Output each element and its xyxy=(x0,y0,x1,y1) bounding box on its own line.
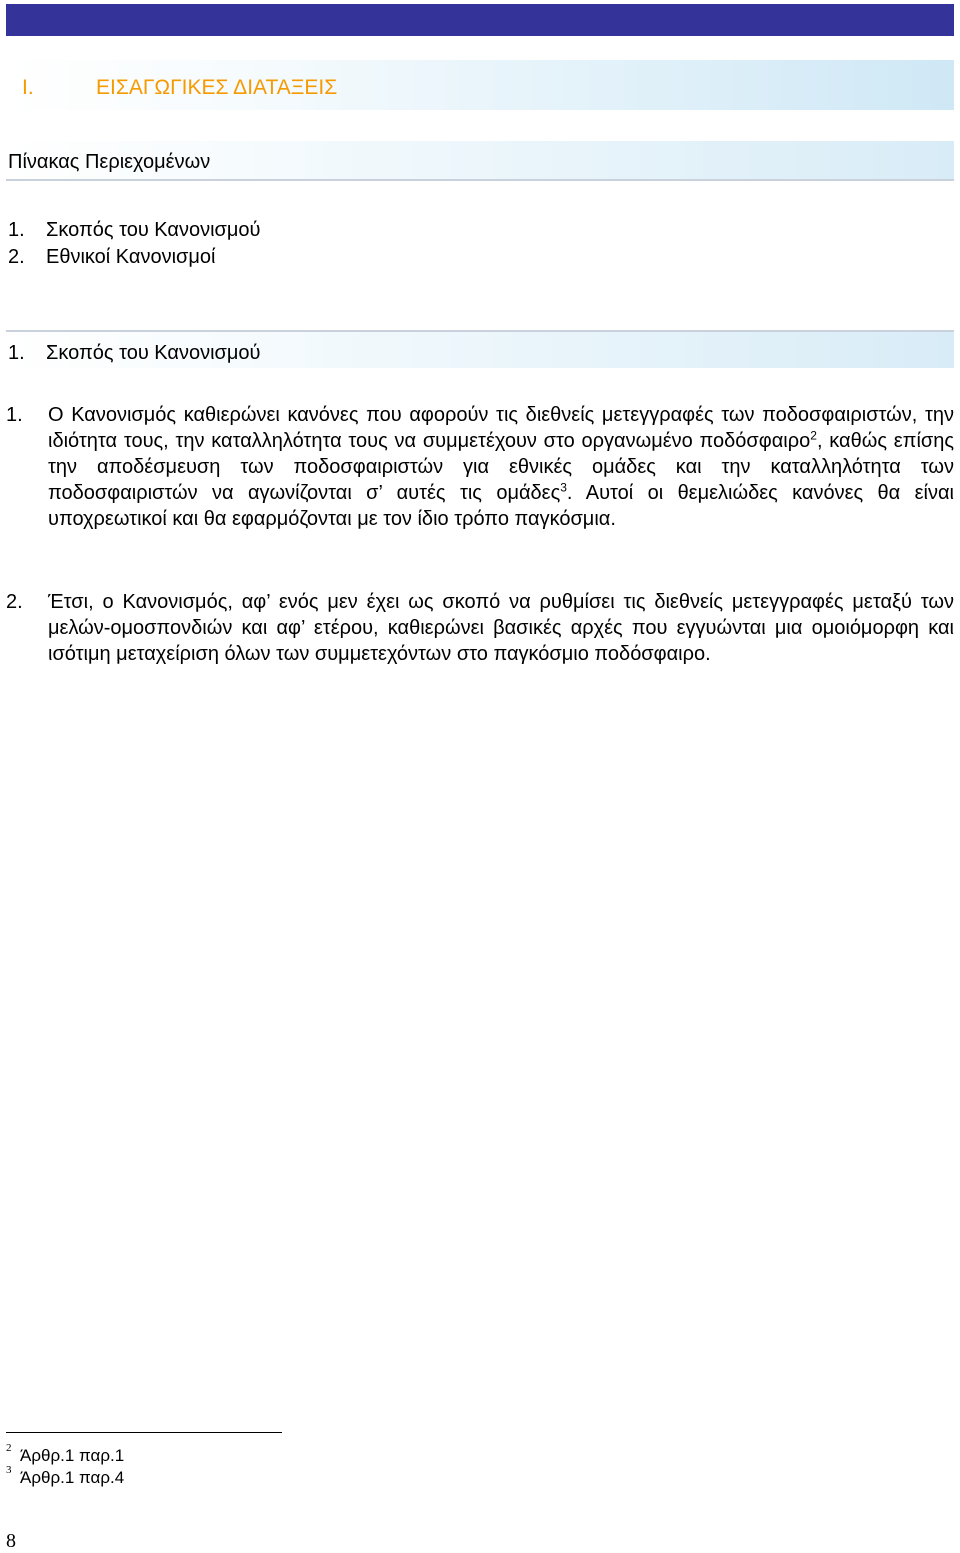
subsection-title: Σκοπός του Κανονισμού xyxy=(46,342,261,364)
footnote-mark: 2 xyxy=(6,1442,12,1454)
toc-item-label: Εθνικοί Κανονισμοί xyxy=(46,246,216,268)
section-heading xyxy=(6,60,954,110)
page-number: 8 xyxy=(6,1530,16,1552)
footnote-ref[interactable]: 2 xyxy=(810,428,817,443)
toc-item-number: 2. xyxy=(8,246,25,268)
paragraph xyxy=(6,589,954,667)
footnote-ref[interactable]: 3 xyxy=(560,480,567,495)
paragraph-number: 1. xyxy=(6,404,23,426)
paragraph-number: 2. xyxy=(6,591,23,613)
subsection-number: 1. xyxy=(8,342,25,364)
footnote-text: Άρθρ.1 παρ.4 xyxy=(20,1468,125,1487)
section-title: ΕΙΣΑΓΩΓΙΚΕΣ ΔΙΑΤΑΞΕΙΣ xyxy=(96,76,338,99)
toc-item-number: 1. xyxy=(8,219,25,241)
toc-heading xyxy=(6,141,954,181)
paragraph xyxy=(6,402,954,532)
footnote-text: Άρθρ.1 παρ.1 xyxy=(20,1446,125,1465)
paragraph-text-part: . Αυτοί οι θεμελιώδες κανόνες θα είναι υποχρεωτικοί και θα εφαρμόζονται με τον ίδιο τρόπο παγκόσμια. xyxy=(48,482,954,530)
paragraph-text xyxy=(48,402,954,532)
toc-item-label: Σκοπός του Κανονισμού xyxy=(46,219,261,241)
header-bar xyxy=(6,4,954,36)
footnote-divider xyxy=(6,1432,282,1433)
paragraph-text-part: Ο Κανονισμός καθιερώνει κανόνες που αφορούν τις διεθνείς μετεγγραφές των ποδοσφαιριστών, την ιδιότητα τους, την καταλληλότητα τους να συμμετέχουν στο οργανωμένο ποδόσφαιρο xyxy=(48,404,954,452)
section-number: I. xyxy=(22,76,34,99)
subsection-heading xyxy=(6,330,954,368)
paragraph-text: Έτσι, ο Κανονισμός, αφ’ ενός μεν έχει ως σκοπό να ρυθμίσει τις διεθνείς μετεγγραφές μεταξύ των μελών-ομοσπονδιών και αφ’ ετέρου, καθιερώνει βασικές αρχές που εγγυώνται μια ομοιόμορφη και ισότιμη μεταχείριση όλων των συμμετεχόντων στο παγκόσμιο ποδόσφαιρο. xyxy=(48,591,954,665)
toc-title: Πίνακας Περιεχομένων xyxy=(8,151,211,173)
paragraph-text-part: , καθώς επίσης την αποδέσμευση των ποδοσφαιριστών για εθνικές ομάδες και την καταλληλότητα των ποδοσφαιριστών να αγωνίζονται σ’ αυτές τις ομάδες xyxy=(48,430,954,504)
footnote-mark: 3 xyxy=(6,1464,12,1476)
